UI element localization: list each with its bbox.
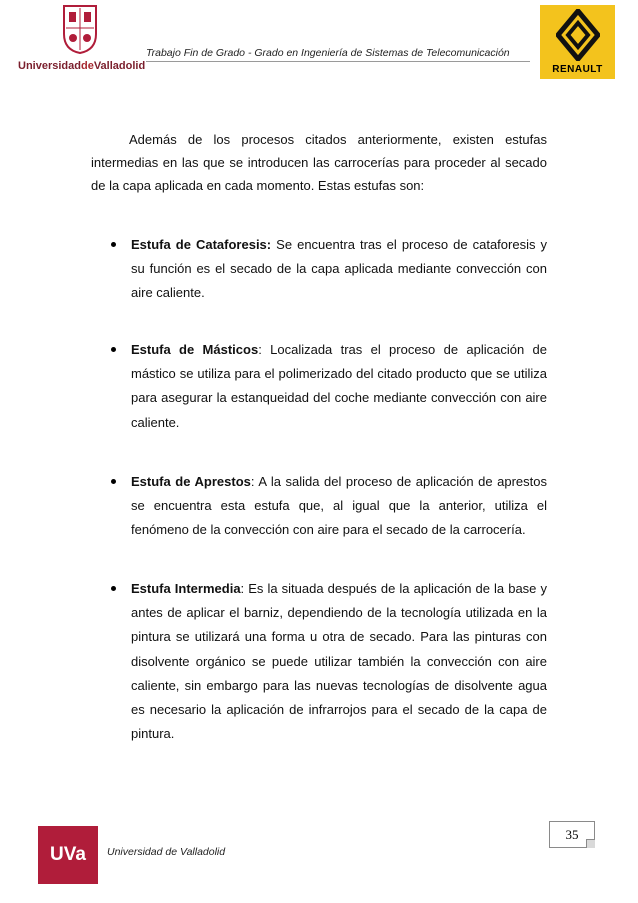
list-item-description: Se encuentra tras el proceso de cataforesis y su función es el secado de la capa aplicada mediante convección con aire caliente. [131, 237, 548, 301]
list-item-term: Estufa de Aprestos [131, 474, 251, 489]
list-item-text [131, 233, 547, 306]
bullet-icon [111, 586, 116, 591]
list-item-text [131, 338, 547, 435]
uva-footer-logo: UVa [38, 826, 98, 884]
header-title: Trabajo Fin de Grado - Grado en Ingeniería de Sistemas de Telecomunicación [146, 47, 510, 59]
page-number: 35 [549, 821, 595, 848]
header-divider [146, 61, 530, 62]
list-item-term: Estufa de Cataforesis: [131, 237, 272, 252]
bullet-icon [111, 347, 116, 352]
renault-logo [540, 5, 615, 79]
intro-paragraph: Además de los procesos citados anteriormente, existen estufas intermedias en las que se introducen las carrocerías para proceder al secado de la capa aplicada en cada momento. Estas estufas son: [91, 132, 547, 193]
list-item-text [131, 470, 547, 543]
renault-wordmark: RENAULT [540, 63, 615, 77]
list-item-term: Estufa Intermedia [131, 581, 241, 596]
list-item-description: : Localizada tras el proceso de aplicación de mástico se utiliza para el polimerizado del citado producto que se utiliza para asegurar la estanqueidad del coche mediante convección con aire caliente. [131, 342, 547, 430]
university-seal-logo [18, 4, 142, 86]
bullet-icon [111, 479, 116, 484]
university-name-logo: UniversidaddeValladolid [18, 60, 146, 72]
list-item-text [131, 577, 547, 746]
renault-diamond-icon [556, 9, 600, 61]
list-item-description: : Es la situada después de la aplicación de la base y antes de aplicar el barniz, dependiendo de la tecnología utilizada en la pintura se utilizará una forma u otra de secado. Para las pinturas con disolvente orgánico se puede utilizar también la convección con aire caliente, sin embargo para las nuevas tecnologías de disolvente agua es necesario la aplicación de infrarrojos para el secado de la capa de pintura. [131, 581, 547, 742]
seal-icon [62, 4, 98, 54]
bullet-icon [111, 242, 116, 247]
list-item-description: : A la salida del proceso de aplicación de aprestos se encuentra esta estufa que, al igual que la anterior, utiliza el fenómeno de la convección con aire para el secado de la carrocería. [131, 474, 547, 538]
list-item-term: Estufa de Másticos [131, 342, 259, 357]
footer-university: Universidad de Valladolid [107, 846, 226, 858]
